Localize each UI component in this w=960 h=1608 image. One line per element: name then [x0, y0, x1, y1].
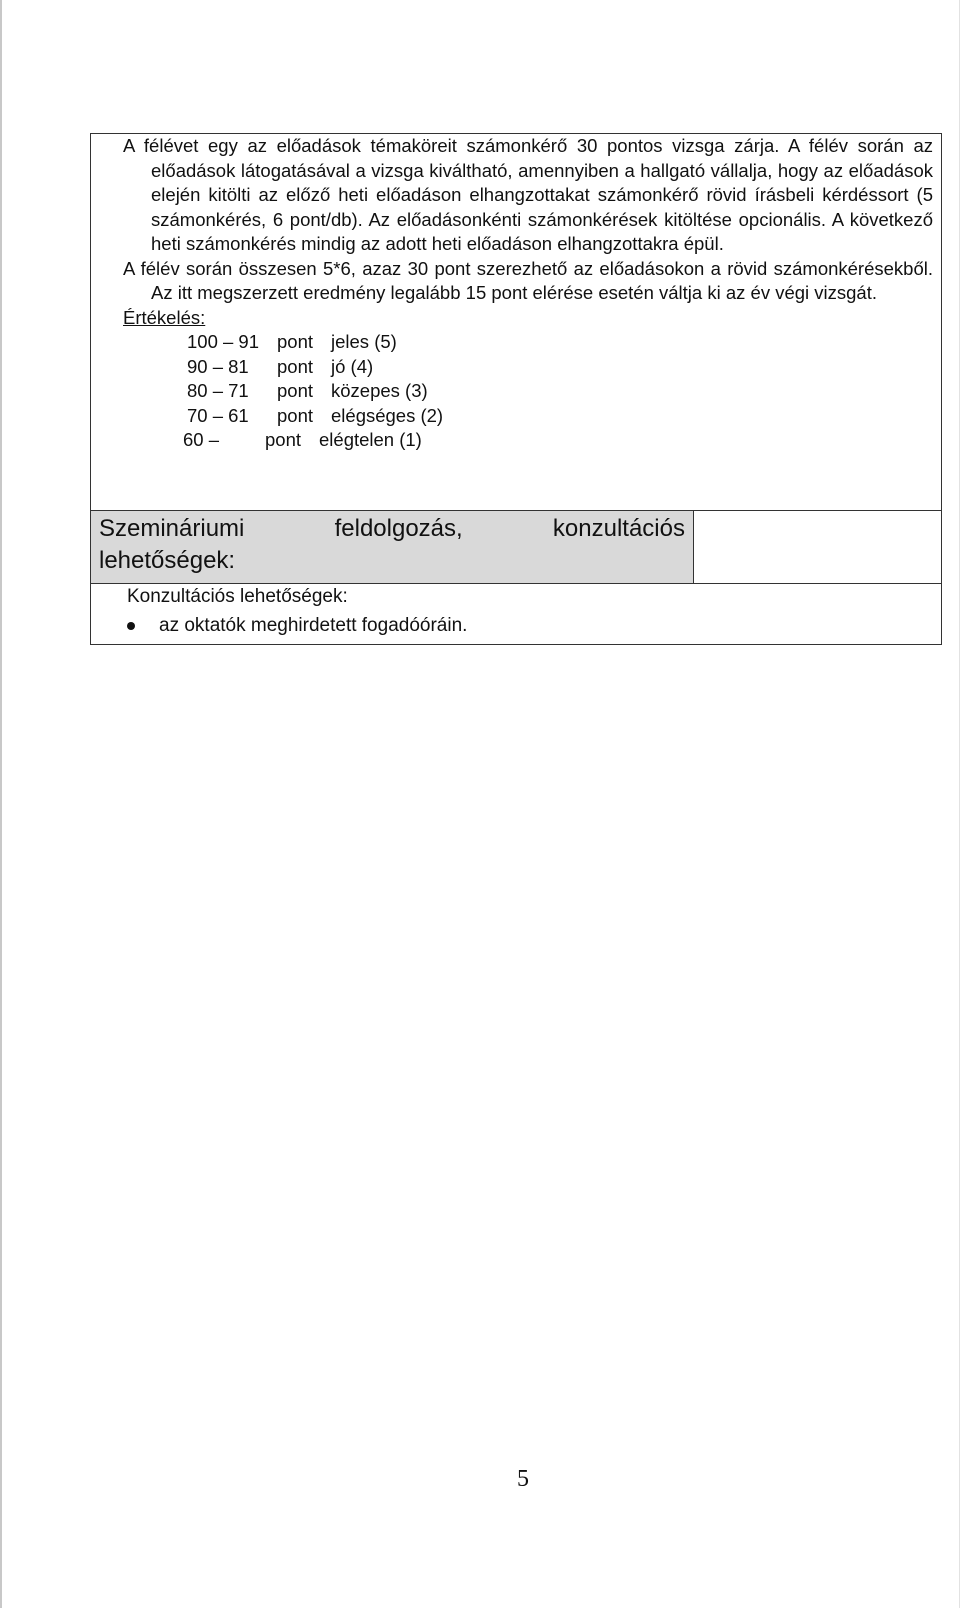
list-item-text: az oktatók meghirdetett fogadóóráin. — [159, 615, 468, 636]
grade-unit: pont — [277, 331, 314, 352]
grade-label: elégtelen (1) — [319, 429, 422, 450]
list-item — [127, 613, 941, 639]
course-info-table — [90, 133, 942, 645]
seminar-value-cell — [694, 511, 942, 584]
consultation-list — [127, 613, 941, 639]
grade-range: 70 – 61 — [187, 404, 249, 426]
seminar-title-word: feldolgozás, — [334, 515, 463, 542]
seminar-heading-cell — [91, 511, 694, 584]
grade-range: 100 – 91 — [187, 331, 260, 352]
seminar-title-word: konzultációs — [552, 515, 685, 542]
exam-paragraph-2: A félév során összesen 5*6, azaz 30 pont szerezhető az előadásokon a rövid számonkérésekből. Az itt megszerzett eredmény legalább 15 pont elérése esetén váltja ki az év végi vizsgát. — [123, 257, 933, 303]
grade-row — [187, 355, 933, 380]
grade-label: jeles (5) — [331, 331, 397, 352]
grading-heading: Értékelés: — [123, 306, 206, 328]
grade-unit: pont — [265, 429, 302, 450]
consultation-row — [91, 584, 942, 645]
seminar-title — [99, 513, 685, 545]
grade-range: 90 – 81 — [187, 355, 249, 377]
consultation-heading: Konzultációs lehetőségek: — [127, 586, 348, 607]
bullet-icon — [127, 622, 135, 630]
grade-label: jó (4) — [331, 355, 374, 377]
grade-unit: pont — [277, 355, 314, 377]
page-number: 5 — [517, 1466, 529, 1492]
seminar-title-word: Szemináriumi — [99, 515, 245, 542]
exam-row — [91, 134, 942, 511]
grade-row — [187, 379, 933, 404]
grade-unit: pont — [277, 404, 314, 426]
seminar-title-line-2: lehetőségek: — [99, 547, 236, 574]
page-left-edge — [0, 0, 2, 1608]
grade-label: elégséges (2) — [331, 404, 444, 426]
grade-row — [187, 330, 933, 355]
grade-row — [183, 428, 933, 453]
grade-row — [187, 404, 933, 429]
seminar-row — [91, 511, 942, 584]
grade-range: 80 – 71 — [187, 380, 249, 401]
grade-label: közepes (3) — [331, 380, 428, 401]
exam-cell — [91, 134, 942, 511]
exam-paragraph-1: A félévet egy az előadások témaköreit számonkérő 30 pontos vizsga zárja. A félév során az előadások látogatásával a vizsga kiváltható, amennyiben a hallgató vállalja, hogy az előadások elején kitölti az előző heti előadáson elhangzottakat számonkérő rövid írásbeli kérdéssort (5 számonkérés, 6 pont/db). Az előadásonkénti számonkérések kitöltése opcionális. A következő heti számonkérés mindig az adott heti előadáson elhangzottakra épül. — [123, 135, 933, 254]
grade-range: 60 – — [183, 429, 220, 450]
consultation-cell — [91, 584, 942, 645]
grade-unit: pont — [277, 380, 314, 401]
grading-block — [123, 306, 933, 453]
